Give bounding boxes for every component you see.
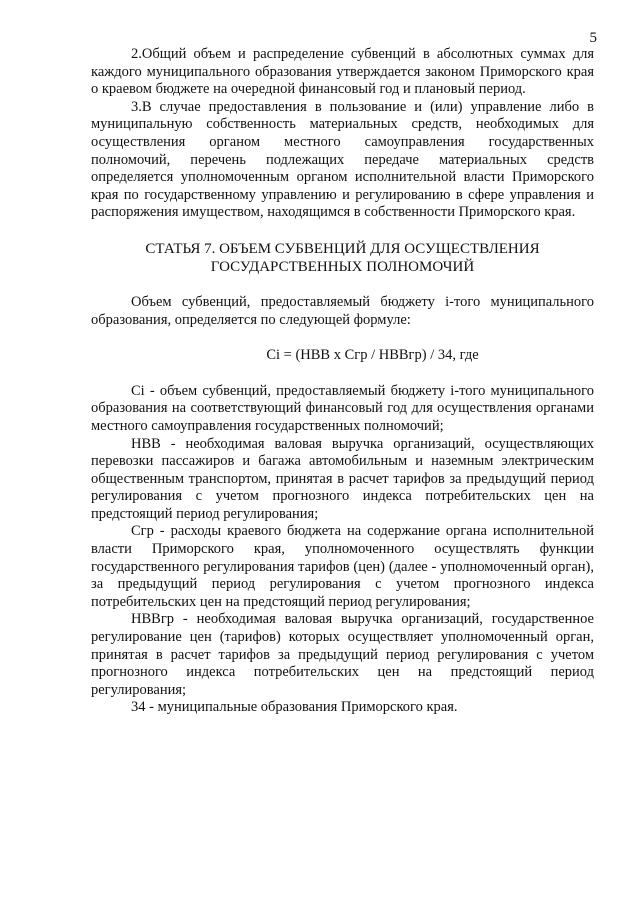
definition-34: 34 - муниципальные образования Приморского края.	[131, 699, 458, 716]
paragraph-material-resources: 3.В случае предоставления в пользование и (или) управление либо в муниципальную собственность материальных средств, необходимых для осуществления органом местного самоуправления государственных полномочий, перечень подлежащих передаче материальных средств определяется уполномоченным органом исполнительной власти Приморского края по государственному управлению и регулированию в сфере управления и распоряжения имуществом, находящимся в собственности Приморского края.	[91, 98, 594, 221]
article-heading-line2: ГОСУДАРСТВЕННЫХ ПОЛНОМОЧИЙ	[210, 258, 475, 275]
definition-sgr: Сгр - расходы краевого бюджета на содержание органа исполнительной власти Приморского края, уполномоченного осуществлять функции государственного регулирования тарифов (цен) (далее - уполномоченный орган), за предыдущий период регулирования с учетом прогнозного индекса потребительских цен на предстоящий период регулирования;	[91, 523, 594, 610]
page-number: 5	[589, 30, 597, 46]
paragraph-subvention-distribution: 2.Общий объем и распределение субвенций в абсолютных суммах для каждого муниципального образования утверждается законом Приморского края о краевом бюджете на очередной финансовый год и плановый период.	[91, 46, 594, 98]
definition-nvvgr: НВВгр - необходимая валовая выручка организаций, государственное регулирование цен (тарифов) которых осуществляет уполномоченный орган, принятая в расчет тарифов за предыдущий период регулирования с учетом прогнозного индекса потребительских цен на предстоящий период регулирования;	[91, 611, 594, 698]
article-heading	[91, 240, 594, 276]
article-heading-line1: СТАТЬЯ 7. ОБЪЕМ СУБВЕНЦИЙ ДЛЯ ОСУЩЕСТВЛЕНИЯ	[145, 240, 540, 257]
document-body	[91, 46, 594, 717]
formula: Ci = (НВВ х Сгр / НВВгр) / 34, где	[266, 347, 479, 364]
definition-ci: Ci - объем субвенций, предоставляемый бюджету i-того муниципального образования на соответствующий финансовый год для осуществления органами местного самоуправления государственных полномочий;	[91, 382, 594, 434]
definition-nvv: НВВ - необходимая валовая выручка организаций, осуществляющих перевозки пассажиров и багажа автомобильным и наземным электрическим общественным транспортом, принятая в расчет тарифов за предыдущий период регулирования с учетом прогнозного индекса потребительских цен на предстоящий период регулирования;	[91, 435, 594, 522]
article-intro: Объем субвенций, предоставляемый бюджету i-того муниципального образования, определяется по следующей формуле:	[91, 293, 594, 328]
